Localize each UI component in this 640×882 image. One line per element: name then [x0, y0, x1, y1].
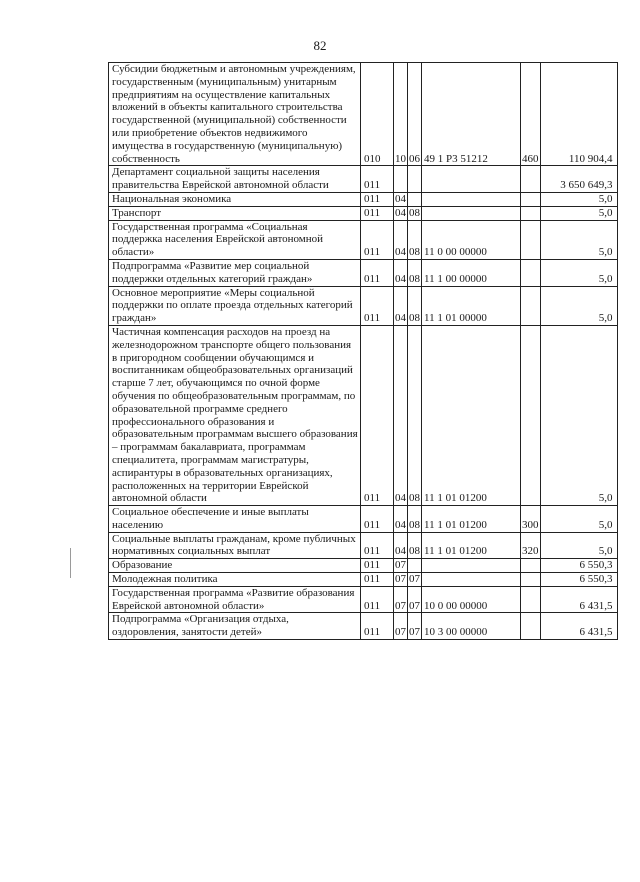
row-expense-type: [521, 192, 541, 206]
table-row: [109, 63, 618, 166]
row-target-code: 11 0 00 00000: [422, 220, 521, 259]
row-name: Государственная программа «Развитие образования Еврейской автономной области»: [109, 586, 361, 613]
table-row: [109, 559, 618, 573]
row-name: Подпрограмма «Организация отдыха, оздоровления, занятости детей»: [109, 613, 361, 640]
row-section-code: 07: [394, 613, 408, 640]
row-amount: 5,0: [540, 325, 617, 505]
row-amount: 5,0: [540, 192, 617, 206]
row-target-code: 11 1 01 01200: [422, 532, 521, 559]
row-expense-type: [521, 559, 541, 573]
row-amount: 6 550,3: [540, 573, 617, 587]
row-subsection-code: 07: [409, 573, 420, 586]
row-ministry-code: 011: [361, 325, 394, 505]
table-row: [109, 532, 618, 559]
row-expense-type: [521, 613, 541, 640]
row-target-code: [422, 166, 521, 193]
row-name: Государственная программа «Социальная поддержка населения Еврейской автономной области»: [109, 220, 361, 259]
row-amount: 5,0: [540, 259, 617, 286]
row-name: Молодежная политика: [109, 573, 361, 587]
row-section-code: 07: [395, 559, 406, 572]
row-ministry-code: 010: [361, 63, 394, 166]
table-row: [109, 220, 618, 259]
row-amount: 5,0: [540, 506, 617, 533]
row-section-code: 04: [394, 286, 408, 325]
row-ministry-code: 011: [361, 586, 394, 613]
row-subsection-code: 07: [408, 613, 422, 640]
row-amount: 6 550,3: [540, 559, 617, 573]
row-subsection-code: 08: [408, 506, 422, 533]
row-name: Образование: [109, 559, 361, 573]
budget-table-body: [109, 63, 618, 640]
row-subsection-code: 08: [408, 532, 422, 559]
row-name: Национальная экономика: [109, 192, 361, 206]
row-ministry-code: 011: [361, 286, 394, 325]
row-ministry-code: 011: [361, 573, 394, 587]
row-ministry-code: 011: [361, 559, 394, 573]
row-ministry-code: 011: [361, 192, 394, 206]
row-ministry-code: 011: [361, 532, 394, 559]
row-name: Социальные выплаты гражданам, кроме публичных нормативных социальных выплат: [109, 532, 361, 559]
row-expense-type: [521, 166, 541, 193]
row-subsection-code: 06: [408, 63, 422, 166]
row-name: Транспорт: [109, 206, 361, 220]
table-row: [109, 613, 618, 640]
row-section-code: 07: [394, 586, 408, 613]
row-subsection-code: 08: [408, 286, 422, 325]
row-amount: 5,0: [540, 206, 617, 220]
row-expense-type: 460: [521, 63, 541, 166]
row-target-code: [422, 573, 521, 587]
page-number: 82: [313, 38, 327, 53]
row-subsection-code: [408, 166, 422, 193]
row-target-code: [422, 559, 521, 573]
table-row: [109, 192, 618, 206]
table-row: [109, 586, 618, 613]
row-name: Субсидии бюджетным и автономным учреждениям, государственным (муниципальным) унитарным предприятиям на осуществление капитальных вложений в объекты капитального строительства государственной (муниципальной) собственности или приобретение объектов недвижимого имущества в государственную (муниципальную) собственность: [109, 63, 361, 166]
row-section-code: 04: [394, 532, 408, 559]
row-name: Основное мероприятие «Меры социальной поддержки по оплате проезда отдельных категорий граждан»: [109, 286, 361, 325]
row-amount: 5,0: [540, 220, 617, 259]
row-ministry-code: 011: [361, 613, 394, 640]
row-section-code: 04: [395, 206, 406, 219]
row-target-code: 11 1 01 01200: [422, 325, 521, 505]
margin-mark: [70, 548, 71, 578]
row-amount: 3 650 649,3: [540, 166, 617, 193]
row-target-code: 49 1 Р3 51212: [422, 63, 521, 166]
row-target-code: 11 1 01 00000: [422, 286, 521, 325]
row-subsection-code: [408, 559, 422, 573]
row-name: Подпрограмма «Развитие мер социальной поддержки отдельных категорий граждан»: [109, 259, 361, 286]
row-section-code: 04: [394, 325, 408, 505]
row-name: Социальное обеспечение и иные выплаты населению: [109, 506, 361, 533]
row-expense-type: [521, 206, 541, 220]
row-expense-type: [521, 286, 541, 325]
row-expense-type: [521, 586, 541, 613]
row-ministry-code: 011: [361, 259, 394, 286]
row-ministry-code: 011: [361, 506, 394, 533]
row-ministry-code: 011: [361, 166, 394, 193]
table-row: [109, 325, 618, 505]
table-row: [109, 206, 618, 220]
row-expense-type: 320: [521, 532, 541, 559]
row-target-code: 11 1 00 00000: [422, 259, 521, 286]
table-row: [109, 166, 618, 193]
row-subsection-code: 08: [408, 259, 422, 286]
row-section-code: 07: [395, 573, 406, 586]
row-name: Департамент социальной защиты населения правительства Еврейской автономной области: [109, 166, 361, 193]
row-ministry-code: 011: [361, 206, 394, 220]
row-section-code: 04: [394, 220, 408, 259]
row-subsection-code: 07: [408, 586, 422, 613]
row-amount: 5,0: [540, 286, 617, 325]
row-subsection-code: 08: [409, 206, 420, 219]
row-subsection-code: 08: [408, 220, 422, 259]
row-section-code: 10: [394, 63, 408, 166]
row-subsection-code: 08: [408, 325, 422, 505]
row-section-code: 04: [395, 192, 406, 205]
row-section-code: 04: [394, 259, 408, 286]
row-ministry-code: 011: [361, 220, 394, 259]
table-row: [109, 286, 618, 325]
table-row: [109, 259, 618, 286]
row-target-code: 10 0 00 00000: [422, 586, 521, 613]
row-section-code: [394, 166, 408, 193]
row-expense-type: [521, 220, 541, 259]
row-amount: 6 431,5: [540, 586, 617, 613]
row-expense-type: [521, 573, 541, 587]
row-expense-type: [521, 325, 541, 505]
row-target-code: [422, 206, 521, 220]
row-target-code: 10 3 00 00000: [422, 613, 521, 640]
table-row: [109, 573, 618, 587]
row-name: Частичная компенсация расходов на проезд на железнодорожном транспорте общего пользования в пригородном сообщении обучающимся и воспитанникам общеобразовательных организаций старше 7 лет, обучающимся по очной форме обучения по общеобразовательным программам, по образовательной программе среднего профессионального образования и образовательным программам высшего образования – программам бакалавриата, программам специалитета, программам магистратуры, аспирантуры в образовательных организациях, расположенных на территории Еврейской автономной области: [109, 325, 361, 505]
row-amount: 110 904,4: [540, 63, 617, 166]
row-expense-type: 300: [521, 506, 541, 533]
row-subsection-code: [408, 192, 422, 206]
row-target-code: [422, 192, 521, 206]
row-section-code: 04: [394, 506, 408, 533]
table-row: [109, 506, 618, 533]
row-amount: 5,0: [540, 532, 617, 559]
row-target-code: 11 1 01 01200: [422, 506, 521, 533]
budget-table: [108, 62, 618, 640]
row-expense-type: [521, 259, 541, 286]
row-amount: 6 431,5: [540, 613, 617, 640]
